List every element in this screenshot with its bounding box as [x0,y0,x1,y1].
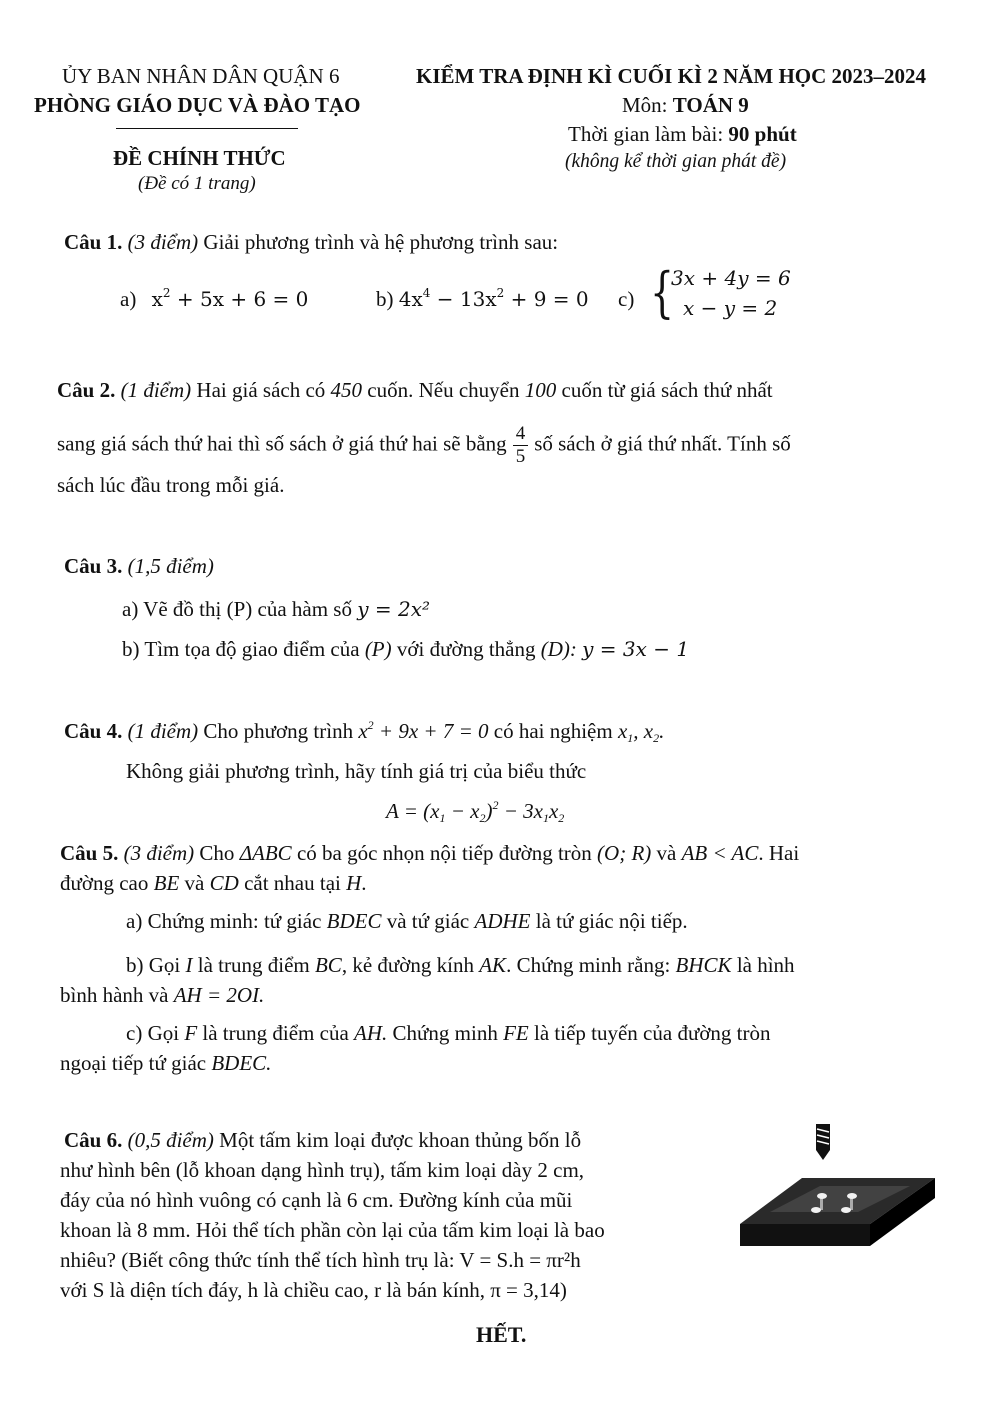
q5b-t6: bình hành và [60,983,174,1007]
q2-text-e: số sách ở giá thứ nhất. Tính số [534,431,791,456]
q5b-line2 [60,980,264,1010]
q5c-line2 [60,1048,271,1078]
header-department: ỦY BAN NHÂN DÂN QUẬN 6 [62,64,340,88]
q2-label: Câu 2. [57,378,116,402]
q3b [122,634,689,664]
q5b-t3: , kẻ đường kính [341,953,480,977]
q5c-t5: ngoại tiếp tứ giác [60,1051,212,1075]
q3a-text: a) Vẽ đồ thị (P) của hàm số [122,597,358,621]
q1a-label: a) [120,287,137,311]
q5b-t5: là hình [731,953,795,977]
q1-label: Câu 1. [64,230,123,254]
q4-roots: $x_1$, $x_2$. [617,719,665,745]
q2-text-a: Hai giá sách có [191,378,331,402]
q2-n100: 100 [524,378,557,402]
q3a [122,594,430,624]
q5b-t1: b) Gọi [126,953,186,977]
q3b-line: y = 3x − 1 [582,637,690,661]
q6-line6: với S là diện tích đáy, h là chiều cao, r là bán kính, π = 3,14) [60,1278,567,1302]
time-limit [568,122,797,147]
q5b-i: I [185,953,193,977]
q2-text-d: sang giá sách thứ hai thì số sách ở giá thứ hai sẽ bằng [57,431,507,456]
q4-expression: $A = (x_1 - x_2)^2 - 3x_1x_2$ [386,798,565,825]
q5a [126,906,688,936]
q5-t4: . Hai [758,841,800,865]
q5-line1 [60,838,799,868]
q4-heading [64,716,664,746]
q5-points: (3 điểm) [123,841,195,865]
q5-t3: và [651,841,682,865]
q6-line3: đáy của nó hình vuông có cạnh là 6 cm. Đường kính của mũi [60,1188,573,1212]
q5b-bc: BC [314,953,342,977]
q2-line3: sách lúc đầu trong mỗi giá. [57,473,285,497]
q5b-t4: . Chứng minh rằng: [506,953,676,977]
q1-points: (3 điểm) [127,230,199,254]
q5-t5: đường cao [60,871,154,895]
q4-text2: có hai nghiệm [488,719,618,743]
q1b-label: b) [376,287,394,311]
q6-points: (0,5 điểm) [127,1128,214,1152]
q6-line2: như hình bên (lỗ khoan dạng hình trụ), tấm kim loại dày 2 cm, [60,1158,585,1182]
q5a-t1: a) Chứng minh: tứ giác [126,909,327,933]
q2-points: (1 điểm) [120,378,192,402]
q1-text: Giải phương trình và hệ phương trình sau: [198,230,559,254]
fraction-4-5 [513,423,529,468]
subject [622,93,749,118]
q3b-mid: với đường thẳng [391,637,541,661]
header-office: PHÒNG GIÁO DỤC VÀ ĐÀO TẠO [34,93,361,117]
q6-line4: khoan là 8 mm. Hỏi thể tích phần còn lại của tấm kim loại là bao [60,1218,605,1242]
q3a-function: y = 2x² [357,597,431,621]
q2-line2 [57,423,791,468]
q5-t1: Cho [194,841,240,865]
q1c-eq1: 3x + 4y = 6 [671,266,791,290]
subject-value: TOÁN 9 [672,93,749,117]
q5a-adhe: ADHE [474,909,531,933]
q5-h: H [346,871,362,895]
q3b-text: b) Tìm tọa độ giao điểm của [122,637,365,661]
q5b-ak: AK [479,953,507,977]
q3-label: Câu 3. [64,554,123,578]
metal-plate [740,1178,935,1246]
q3-points: (1,5 điểm) [127,554,214,578]
q5c-fe: FE [503,1021,529,1045]
q5a-t2: và tứ giác [381,909,475,933]
q2-line1 [57,375,773,405]
time-note: (không kể thời gian phát đề) [565,151,787,172]
q5-circle: (O; R) [597,841,652,865]
q2-text-b: cuốn. Nếu chuyển [362,378,525,402]
q5-inequality: AB < AC [681,841,759,865]
q5-cd: CD [209,871,239,895]
q3-heading [64,551,214,581]
header-divider [116,128,298,129]
q5-t6: và [179,871,210,895]
q3b-d: (D): [540,637,583,661]
system-brace: { [650,261,675,324]
drilled-plate-illustration [730,1120,945,1270]
exam-title: KIỂM TRA ĐỊNH KÌ CUỐI KÌ 2 NĂM HỌC 2023–2024 [416,64,927,88]
fraction-numerator: 4 [513,423,529,446]
time-label: Thời gian làm bài: [568,122,729,146]
q5c-t1: c) Gọi [126,1021,185,1045]
drill-bit-icon [816,1124,830,1160]
q5-t2: có ba góc nhọn nội tiếp đường tròn [291,841,598,865]
q4-line2: Không giải phương trình, hãy tính giá trị của biểu thức [126,759,587,783]
q1a [120,284,308,314]
subject-label: Môn: [622,93,673,117]
q5b-bhck: BHCK [675,953,732,977]
q5b-ah2oi: AH = 2OI. [173,983,265,1007]
q2-n450: 450 [330,378,363,402]
q3b-p: (P) [364,637,392,661]
q1c-eq2: x − y = 2 [683,296,778,320]
pages-note: (Đề có 1 trang) [138,173,256,194]
q5-be: BE [153,871,180,895]
q5b-line1 [126,950,795,980]
q1b [376,284,589,314]
q5c-bdec: BDEC. [211,1051,272,1075]
official-label: ĐỀ CHÍNH THỨC [113,146,286,170]
q5c-line1 [126,1018,771,1048]
q5c-ah: AH. [354,1021,388,1045]
q6-label: Câu 6. [64,1128,123,1152]
q5c-t3: Chứng minh [387,1021,504,1045]
q4-equation: $x^2 + 9x + 7 = 0$ [358,718,489,743]
q5c-t4: là tiếp tuyến của đường tròn [528,1021,771,1045]
q6-t1: Một tấm kim loại được khoan thủng bốn lỗ [213,1128,582,1152]
q4-label: Câu 4. [64,719,123,743]
q5a-bdec: BDEC [326,909,382,933]
q5b-t2: là trung điểm [192,953,315,977]
q5-triangle: ΔABC [239,841,292,865]
time-value: 90 phút [728,122,797,146]
q5a-t3: là tứ giác nội tiếp. [530,909,688,933]
q6-line5: nhiêu? (Biết công thức tính thể tích hình trụ là: V = S.h = πr²h [60,1248,581,1272]
q5c-f: F [184,1021,198,1045]
fraction-denominator: 5 [515,446,526,467]
q1-heading [64,227,558,257]
q4-text1: Cho phương trình [198,719,359,743]
q5-t7: cắt nhau tại [238,871,347,895]
q1c-label: c) [618,287,635,311]
q5c-t2: là trung điểm của [197,1021,355,1045]
q2-text-c: cuốn từ giá sách thứ nhất [556,378,773,402]
q6-line1 [64,1125,581,1155]
q1a-equation: $x^2 + 5x + 6 = 0$ [151,286,309,311]
q4-points: (1 điểm) [127,719,199,743]
q5-label: Câu 5. [60,841,119,865]
q5-line2: đường cao BE và CD cắt nhau tại H. [60,871,367,895]
q1b-equation: $4x^4 - 13x^2 + 9 = 0$ [398,286,589,311]
end-marker: HẾT. [476,1322,527,1347]
